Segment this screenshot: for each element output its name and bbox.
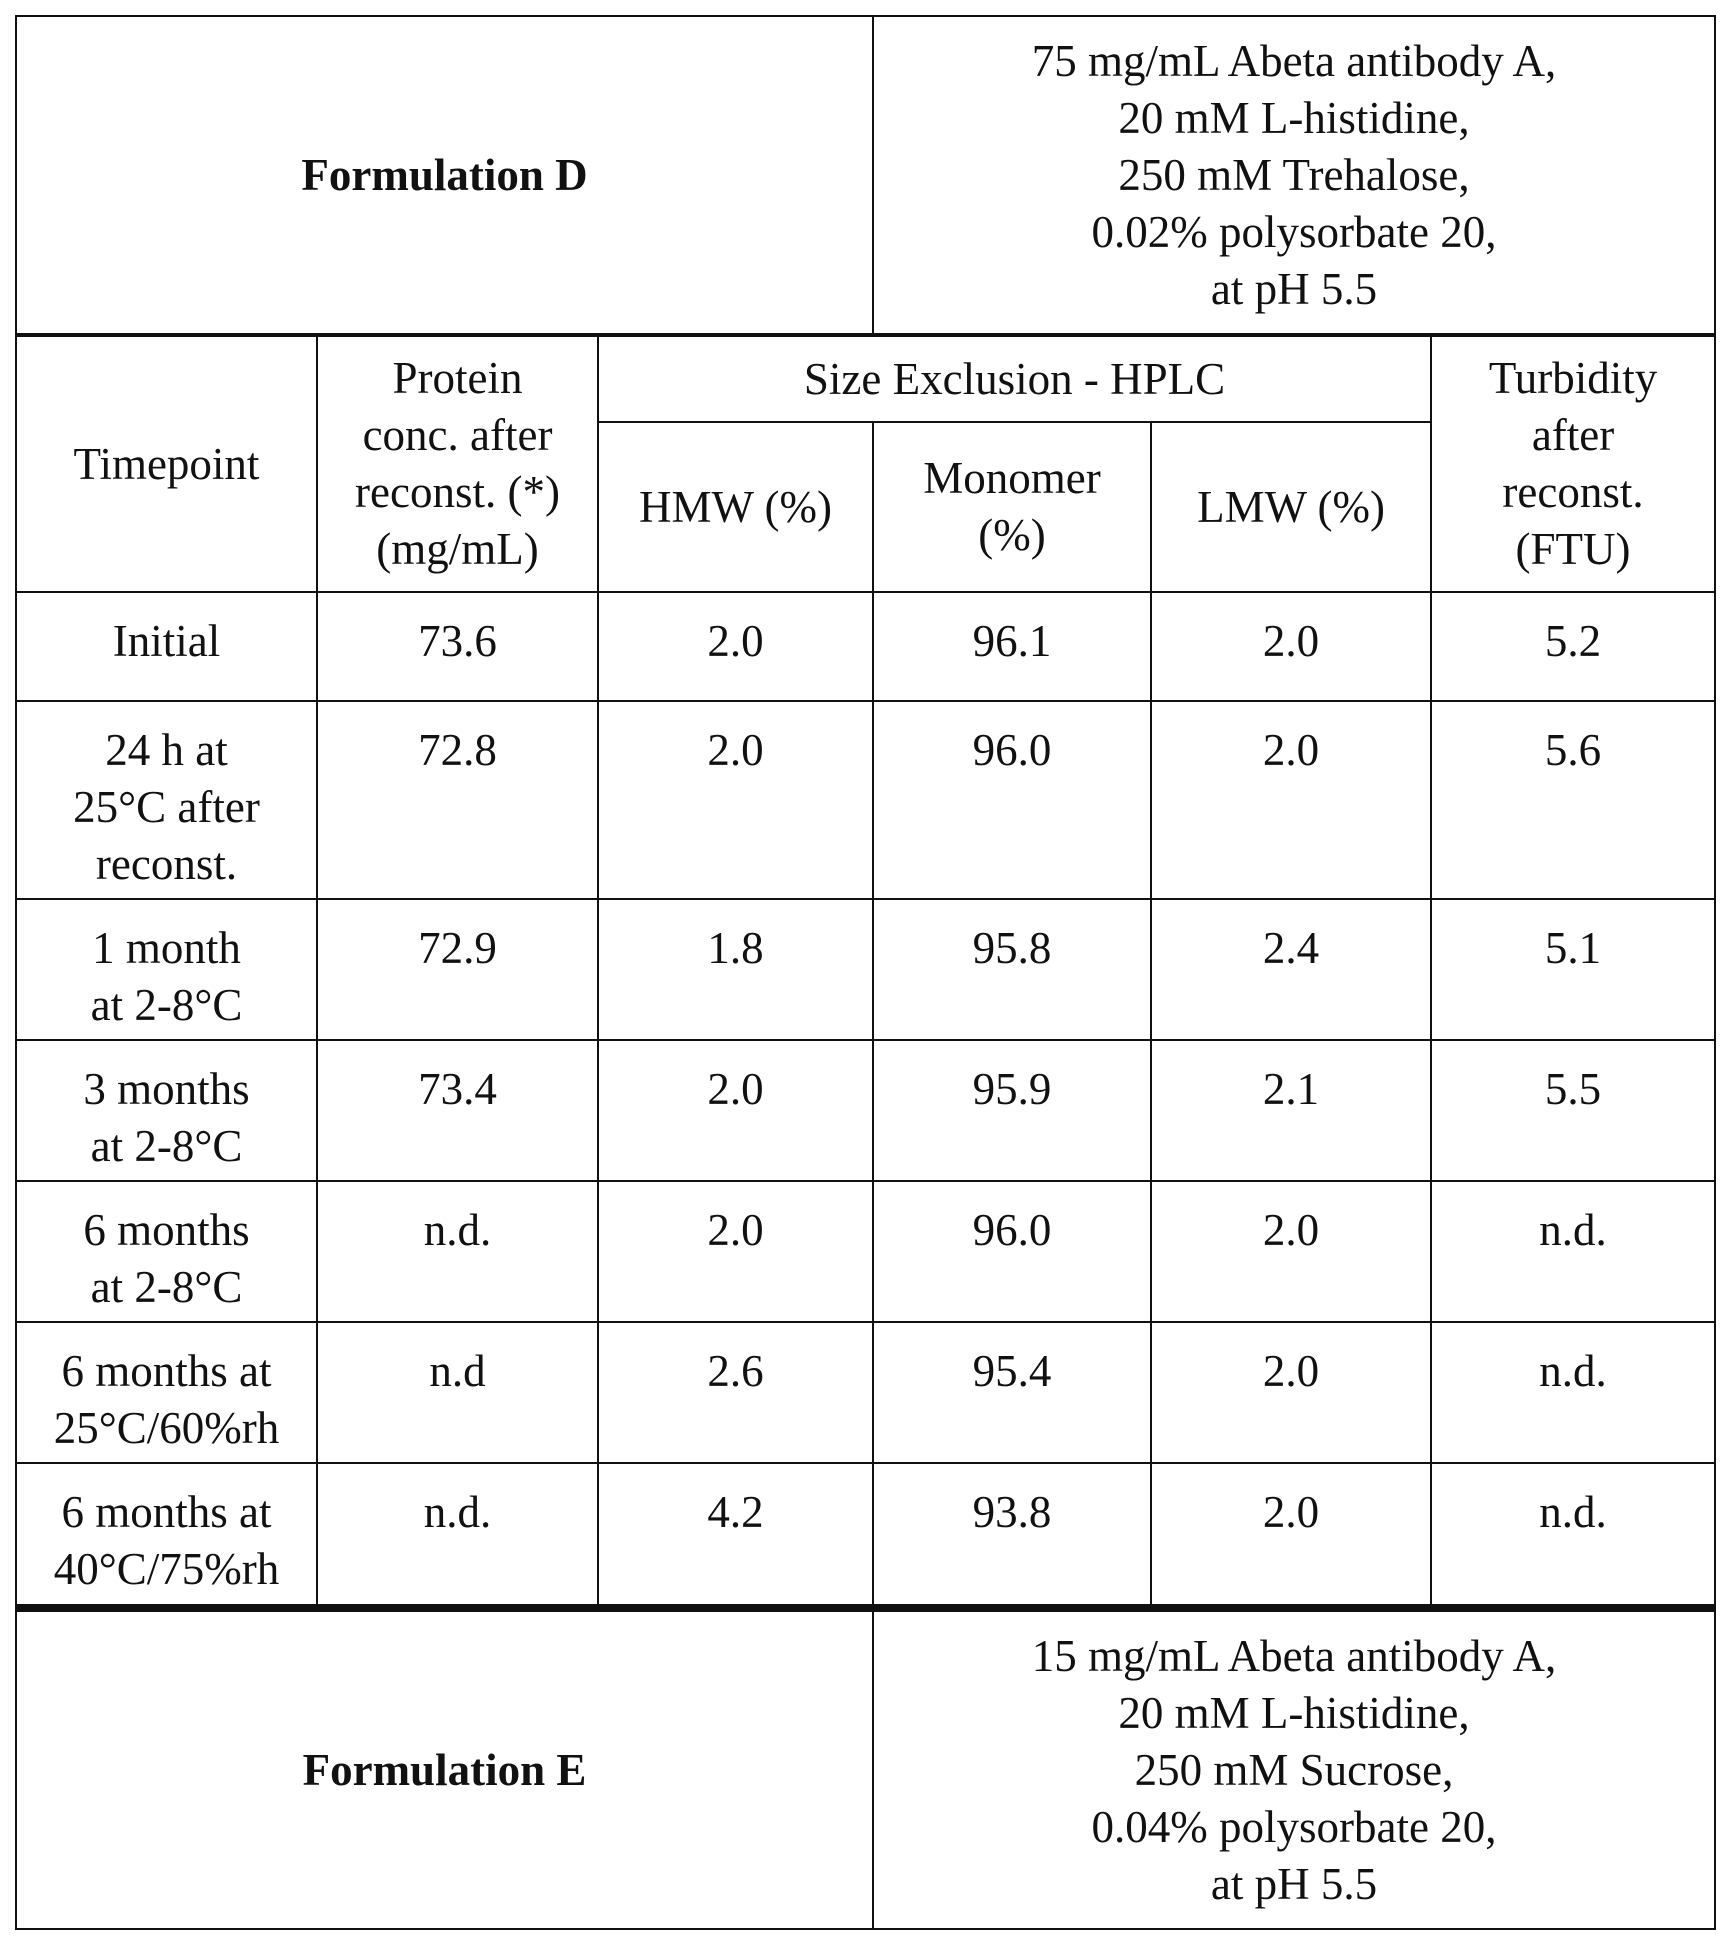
header-lmw: LMW (%) — [1151, 422, 1431, 592]
formulation-e-composition — [873, 1609, 1715, 1929]
results-table — [15, 335, 1716, 1606]
timepoint-line: 6 months at — [17, 1484, 316, 1541]
header-line: Monomer — [874, 450, 1150, 507]
cell-monomer: 95.4 — [873, 1322, 1151, 1463]
cell-timepoint — [16, 899, 317, 1040]
timepoint-line: 25°C/60%rh — [17, 1400, 316, 1457]
stability-table — [15, 15, 1714, 1930]
cell-timepoint — [16, 1040, 317, 1181]
timepoint-line: 6 months at — [17, 1343, 316, 1400]
cell-hmw: 2.0 — [598, 1040, 873, 1181]
cell-protein: 73.4 — [317, 1040, 598, 1181]
table-row — [16, 1181, 1715, 1322]
table-row — [16, 1322, 1715, 1463]
header-line: (FTU) — [1432, 521, 1714, 578]
header-line: (mg/mL) — [318, 521, 597, 578]
cell-turbidity: n.d. — [1431, 1181, 1715, 1322]
timepoint-line: Initial — [17, 613, 316, 670]
cell-lmw: 2.0 — [1151, 592, 1431, 701]
composition-line: at pH 5.5 — [874, 261, 1714, 318]
formulation-d-header — [15, 15, 1716, 335]
timepoint-line: 3 months — [17, 1061, 316, 1118]
composition-line: 250 mM Trehalose, — [874, 147, 1714, 204]
cell-lmw: 2.0 — [1151, 701, 1431, 899]
timepoint-line: at 2-8°C — [17, 1259, 316, 1316]
header-line: after — [1432, 407, 1714, 464]
table-row — [16, 592, 1715, 701]
composition-line: 20 mM L-histidine, — [874, 90, 1714, 147]
cell-protein: 72.9 — [317, 899, 598, 1040]
cell-lmw: 2.0 — [1151, 1181, 1431, 1322]
cell-monomer: 95.9 — [873, 1040, 1151, 1181]
composition-line: 0.02% polysorbate 20, — [874, 204, 1714, 261]
cell-monomer: 95.8 — [873, 899, 1151, 1040]
formulation-d-composition — [873, 16, 1715, 334]
cell-timepoint — [16, 1322, 317, 1463]
cell-monomer: 93.8 — [873, 1463, 1151, 1605]
cell-protein: n.d. — [317, 1181, 598, 1322]
cell-timepoint — [16, 701, 317, 899]
formulation-e-name: Formulation E — [16, 1609, 873, 1929]
header-turbidity — [1431, 336, 1715, 592]
cell-hmw: 4.2 — [598, 1463, 873, 1605]
timepoint-line: 25°C after — [17, 779, 316, 836]
cell-lmw: 2.1 — [1151, 1040, 1431, 1181]
header-line: reconst. — [1432, 464, 1714, 521]
header-line: (%) — [874, 507, 1150, 564]
header-line: Turbidity — [1432, 350, 1714, 407]
cell-protein: 72.8 — [317, 701, 598, 899]
cell-protein: 73.6 — [317, 592, 598, 701]
cell-timepoint — [16, 1181, 317, 1322]
timepoint-line: 40°C/75%rh — [17, 1541, 316, 1598]
header-hmw: HMW (%) — [598, 422, 873, 592]
table-row — [16, 1040, 1715, 1181]
header-monomer — [873, 422, 1151, 592]
cell-monomer: 96.1 — [873, 592, 1151, 701]
cell-lmw: 2.0 — [1151, 1463, 1431, 1605]
table-row — [16, 899, 1715, 1040]
cell-turbidity: n.d. — [1431, 1322, 1715, 1463]
header-timepoint: Timepoint — [16, 336, 317, 592]
timepoint-line: at 2-8°C — [17, 977, 316, 1034]
timepoint-line: reconst. — [17, 836, 316, 893]
cell-hmw: 2.0 — [598, 1181, 873, 1322]
cell-monomer: 96.0 — [873, 1181, 1151, 1322]
timepoint-line: 1 month — [17, 920, 316, 977]
composition-line: 0.04% polysorbate 20, — [874, 1799, 1714, 1856]
header-line: reconst. (*) — [318, 464, 597, 521]
table-row — [16, 1463, 1715, 1605]
cell-hmw: 1.8 — [598, 899, 873, 1040]
cell-turbidity: 5.5 — [1431, 1040, 1715, 1181]
cell-hmw: 2.0 — [598, 701, 873, 899]
header-line: conc. after — [318, 407, 597, 464]
composition-line: at pH 5.5 — [874, 1856, 1714, 1913]
cell-turbidity: 5.1 — [1431, 899, 1715, 1040]
timepoint-line: at 2-8°C — [17, 1118, 316, 1175]
header-line: Protein — [318, 350, 597, 407]
cell-protein: n.d — [317, 1322, 598, 1463]
cell-protein: n.d. — [317, 1463, 598, 1605]
composition-line: 75 mg/mL Abeta antibody A, — [874, 33, 1714, 90]
header-sec-hplc: Size Exclusion - HPLC — [598, 336, 1431, 422]
formulation-d-name: Formulation D — [16, 16, 873, 334]
timepoint-line: 24 h at — [17, 722, 316, 779]
composition-line: 15 mg/mL Abeta antibody A, — [874, 1628, 1714, 1685]
table-row — [16, 701, 1715, 899]
formulation-e-header — [15, 1606, 1716, 1930]
cell-hmw: 2.6 — [598, 1322, 873, 1463]
cell-hmw: 2.0 — [598, 592, 873, 701]
composition-line: 20 mM L-histidine, — [874, 1685, 1714, 1742]
cell-lmw: 2.4 — [1151, 899, 1431, 1040]
cell-timepoint — [16, 1463, 317, 1605]
cell-monomer: 96.0 — [873, 701, 1151, 899]
header-protein — [317, 336, 598, 592]
cell-turbidity: n.d. — [1431, 1463, 1715, 1605]
cell-turbidity: 5.2 — [1431, 592, 1715, 701]
cell-lmw: 2.0 — [1151, 1322, 1431, 1463]
cell-timepoint — [16, 592, 317, 701]
composition-line: 250 mM Sucrose, — [874, 1742, 1714, 1799]
cell-turbidity: 5.6 — [1431, 701, 1715, 899]
timepoint-line: 6 months — [17, 1202, 316, 1259]
